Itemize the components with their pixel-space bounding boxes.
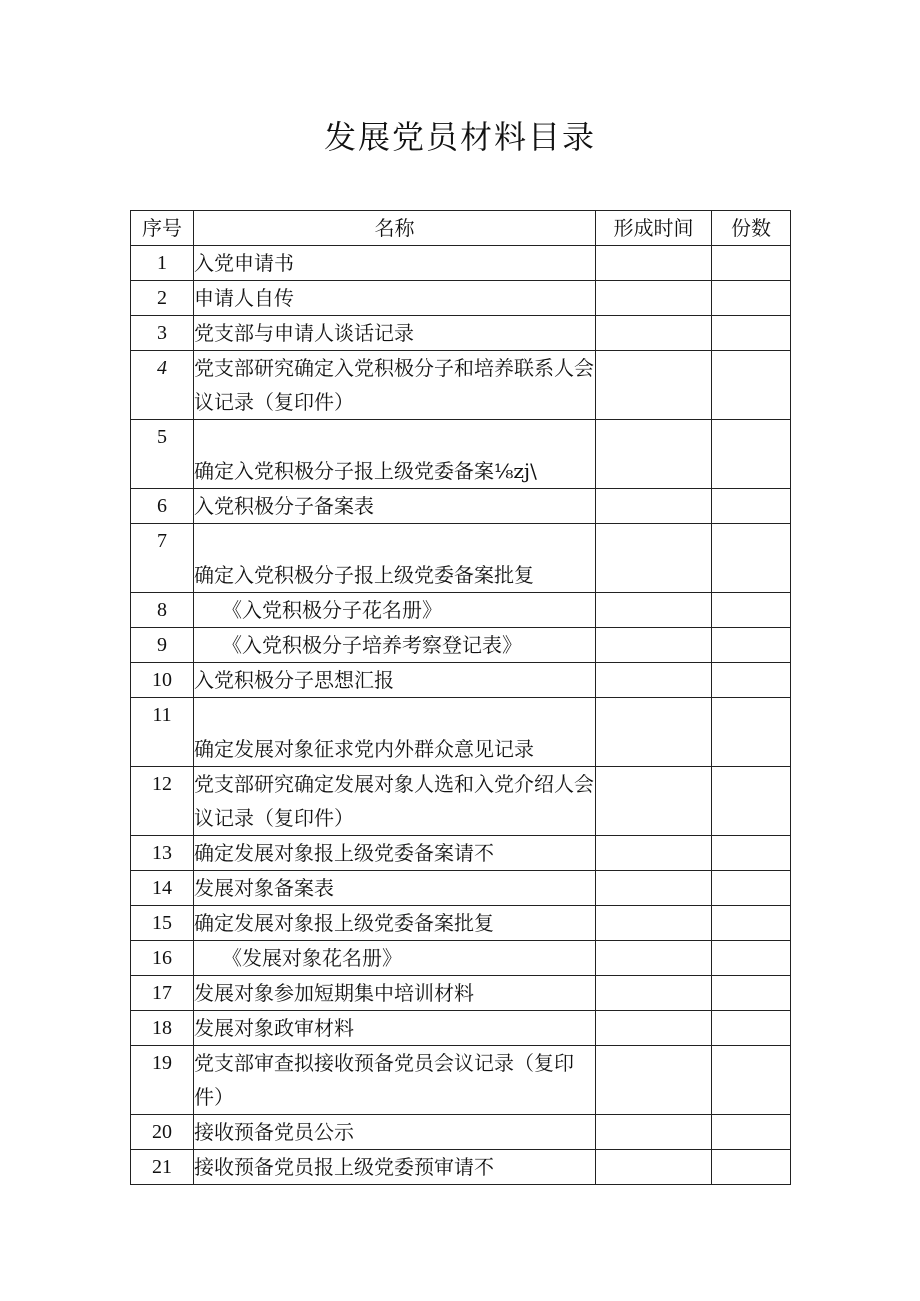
row-no: 12	[131, 767, 194, 836]
table-row	[131, 906, 791, 941]
row-count	[712, 593, 791, 628]
row-name: 确定发展对象报上级党委备案请不	[194, 836, 596, 871]
row-time	[596, 281, 712, 316]
row-count	[712, 1046, 791, 1115]
header-name: 名称	[194, 211, 596, 246]
table-row	[131, 941, 791, 976]
table-row	[131, 420, 791, 489]
row-time	[596, 1150, 712, 1185]
row-name: 确定入党积极分子报上级党委备案批复	[194, 524, 596, 593]
row-count	[712, 906, 791, 941]
row-count	[712, 524, 791, 593]
row-count	[712, 976, 791, 1011]
row-time	[596, 246, 712, 281]
table-row	[131, 1115, 791, 1150]
row-count	[712, 351, 791, 420]
table-row	[131, 628, 791, 663]
row-count	[712, 420, 791, 489]
row-time	[596, 698, 712, 767]
row-count	[712, 698, 791, 767]
row-time	[596, 351, 712, 420]
row-time	[596, 941, 712, 976]
row-name: 确定发展对象征求党内外群众意见记录	[194, 698, 596, 767]
table-header-row	[131, 211, 791, 246]
row-name: 党支部研究确定发展对象人选和入党介绍人会议记录（复印件）	[194, 767, 596, 836]
row-count	[712, 836, 791, 871]
table-row	[131, 489, 791, 524]
row-time	[596, 593, 712, 628]
table-row	[131, 246, 791, 281]
row-count	[712, 1150, 791, 1185]
row-name: 入党积极分子思想汇报	[194, 663, 596, 698]
row-count	[712, 663, 791, 698]
row-no: 5	[131, 420, 194, 489]
row-time	[596, 767, 712, 836]
row-name: 党支部与申请人谈话记录	[194, 316, 596, 351]
row-time	[596, 1046, 712, 1115]
table-row	[131, 871, 791, 906]
row-name: 《入党积极分子花名册》	[194, 593, 596, 628]
row-name: 接收预备党员报上级党委预审请不	[194, 1150, 596, 1185]
table-row	[131, 524, 791, 593]
row-time	[596, 663, 712, 698]
row-name: 入党申请书	[194, 246, 596, 281]
row-name: 入党积极分子备案表	[194, 489, 596, 524]
row-count	[712, 941, 791, 976]
row-time	[596, 836, 712, 871]
row-time	[596, 871, 712, 906]
row-time	[596, 628, 712, 663]
row-count	[712, 628, 791, 663]
row-count	[712, 767, 791, 836]
table-row	[131, 663, 791, 698]
row-no: 18	[131, 1011, 194, 1046]
table-row	[131, 976, 791, 1011]
table-row	[131, 1046, 791, 1115]
row-name: 党支部研究确定入党积极分子和培养联系人会议记录（复印件）	[194, 351, 596, 420]
row-no: 8	[131, 593, 194, 628]
page-title: 发展党员材料目录	[323, 118, 596, 156]
header-no: 序号	[131, 211, 194, 246]
row-time	[596, 1115, 712, 1150]
row-time	[596, 976, 712, 1011]
table-row	[131, 767, 791, 836]
row-count	[712, 246, 791, 281]
row-name: 申请人自传	[194, 281, 596, 316]
row-name: 党支部审查拟接收预备党员会议记录（复印件）	[194, 1046, 596, 1115]
row-time	[596, 906, 712, 941]
row-time	[596, 316, 712, 351]
row-no: 11	[131, 698, 194, 767]
row-time	[596, 489, 712, 524]
row-name: 《发展对象花名册》	[194, 941, 596, 976]
table-row	[131, 698, 791, 767]
row-time	[596, 1011, 712, 1046]
header-count: 份数	[712, 211, 791, 246]
table-row	[131, 1011, 791, 1046]
row-time	[596, 524, 712, 593]
row-count	[712, 281, 791, 316]
row-no: 21	[131, 1150, 194, 1185]
row-name: 确定入党积极分子报上级党委备案⅛zj\	[194, 420, 596, 489]
table-row	[131, 351, 791, 420]
row-name: 《入党积极分子培养考察登记表》	[194, 628, 596, 663]
row-name: 接收预备党员公示	[194, 1115, 596, 1150]
table-row	[131, 593, 791, 628]
table-row	[131, 281, 791, 316]
row-no: 9	[131, 628, 194, 663]
row-count	[712, 316, 791, 351]
row-no: 20	[131, 1115, 194, 1150]
header-time: 形成时间	[596, 211, 712, 246]
row-no: 6	[131, 489, 194, 524]
row-count	[712, 1115, 791, 1150]
row-count	[712, 871, 791, 906]
row-name: 确定发展对象报上级党委备案批复	[194, 906, 596, 941]
row-no: 3	[131, 316, 194, 351]
row-no: 15	[131, 906, 194, 941]
row-name: 发展对象参加短期集中培训材料	[194, 976, 596, 1011]
row-count	[712, 1011, 791, 1046]
table-row	[131, 316, 791, 351]
row-count	[712, 489, 791, 524]
row-time	[596, 420, 712, 489]
row-name: 发展对象政审材料	[194, 1011, 596, 1046]
materials-table	[130, 210, 791, 1185]
row-no: 14	[131, 871, 194, 906]
row-no: 17	[131, 976, 194, 1011]
table-row	[131, 1150, 791, 1185]
row-no: 2	[131, 281, 194, 316]
row-no: 16	[131, 941, 194, 976]
table-row	[131, 836, 791, 871]
row-no: 19	[131, 1046, 194, 1115]
row-no: 4	[131, 351, 194, 420]
row-name: 发展对象备案表	[194, 871, 596, 906]
row-no: 10	[131, 663, 194, 698]
row-no: 13	[131, 836, 194, 871]
row-no: 1	[131, 246, 194, 281]
row-no: 7	[131, 524, 194, 593]
